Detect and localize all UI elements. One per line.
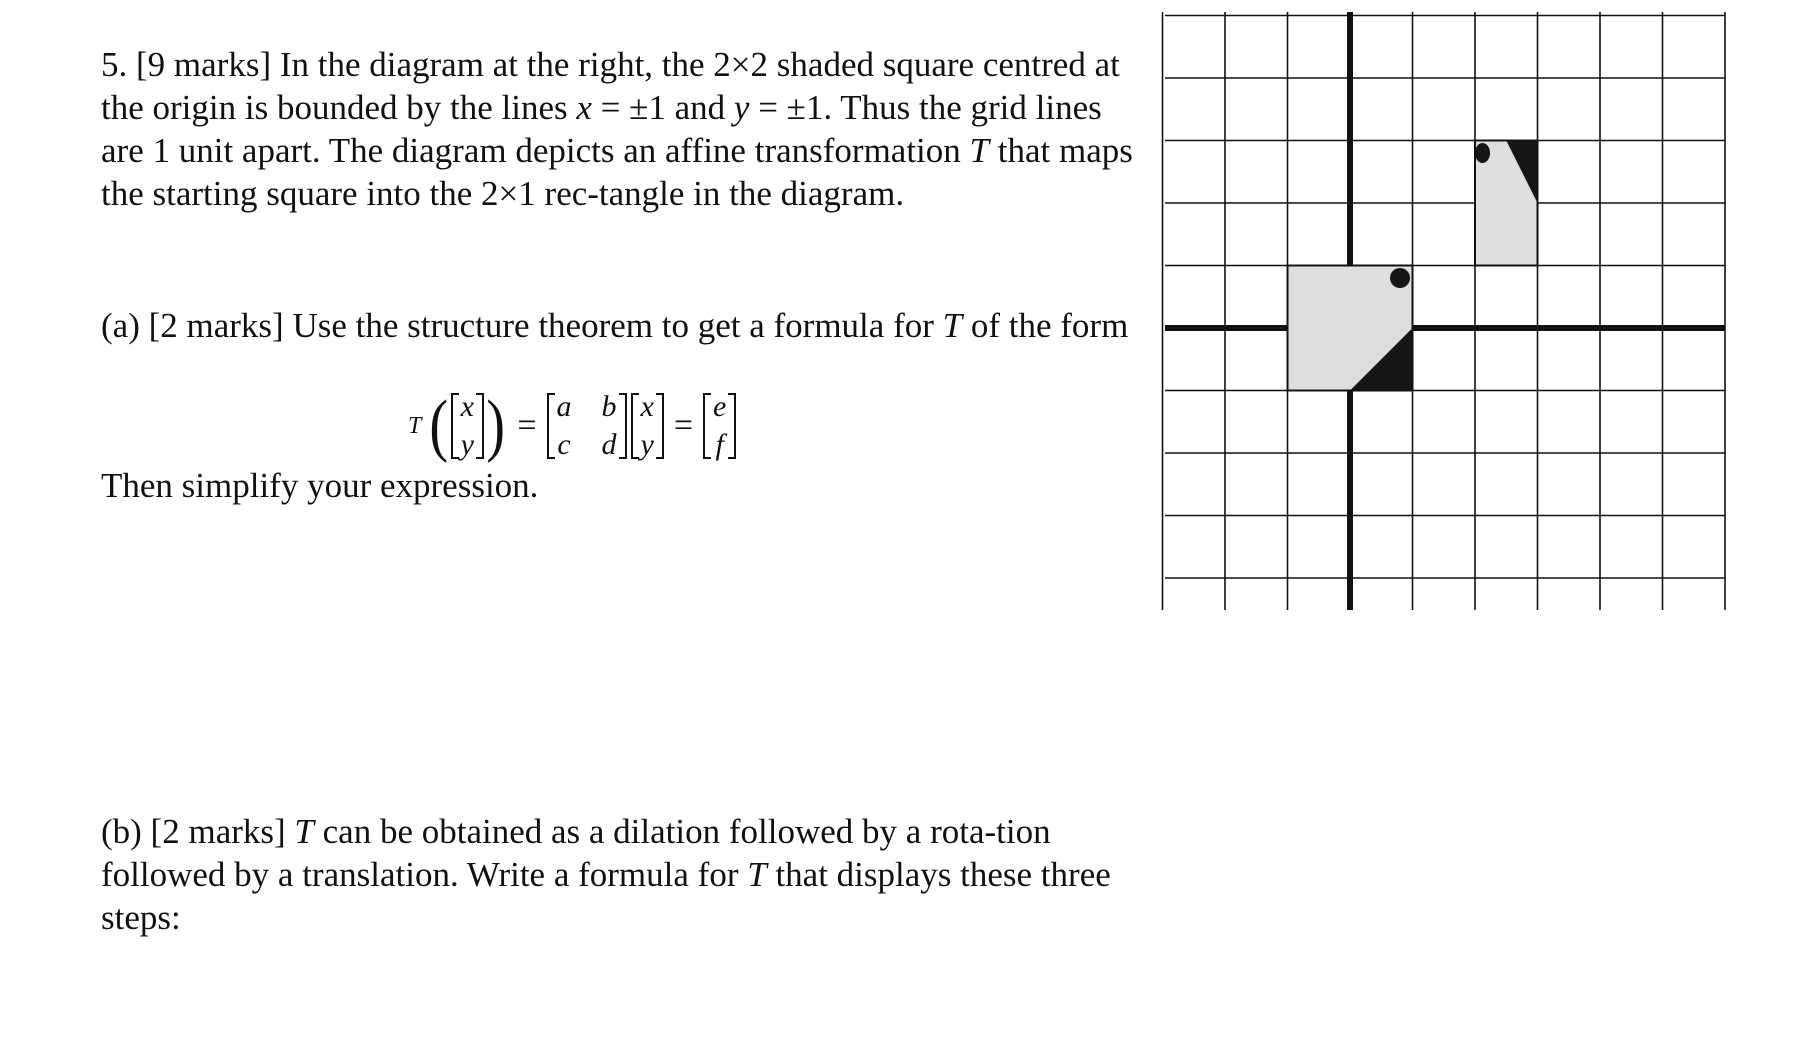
formula-T: T [408,412,422,439]
vec-x: x [460,390,474,423]
image-corner-dot [1475,143,1490,163]
vec2-y: y [640,428,654,461]
formula-equals-2: = [673,407,694,444]
vec-f: f [715,428,724,461]
grid-lines [1163,12,1726,610]
mat-d: d [601,428,617,461]
vec2-x: x [640,390,654,423]
part-a-then: Then simplify your expression. [101,466,539,505]
transformation-grid-diagram [1160,12,1730,612]
input-vector [451,391,484,461]
coefficient-matrix [547,391,627,461]
part-a-text: (a) [2 marks] Use the structure theorem to get a formula for T of the form [101,306,1129,345]
formula-equals-1: = [517,407,537,444]
mat-a: a [556,390,572,423]
vec-y: y [460,428,474,461]
mat-c: c [557,428,571,461]
start-corner-dot [1390,268,1410,288]
formula-lparen: ( [429,387,449,464]
question-intro: 5. [9 marks] In the diagram at the right, the 2×2 shaded square centred at the origin is bounded by the lines x = ±1 and y = ±1. Thus the grid lines are 1 unit apart. The diagram depicts an affine transformation T that maps the starting square into the 2×1 rec-tangle in the diagram. [101,45,1133,213]
affine-formula [408,386,736,466]
mat-b: b [601,390,617,423]
translation-vector [703,391,736,461]
input-vector-2 [631,391,664,461]
formula-rparen: ) [486,387,505,464]
vec-e: e [713,390,727,423]
part-b-text: (b) [2 marks] T can be obtained as a dilation followed by a rota-tion followed by a translation. Write a formula for T that displays these three steps: [101,812,1111,937]
